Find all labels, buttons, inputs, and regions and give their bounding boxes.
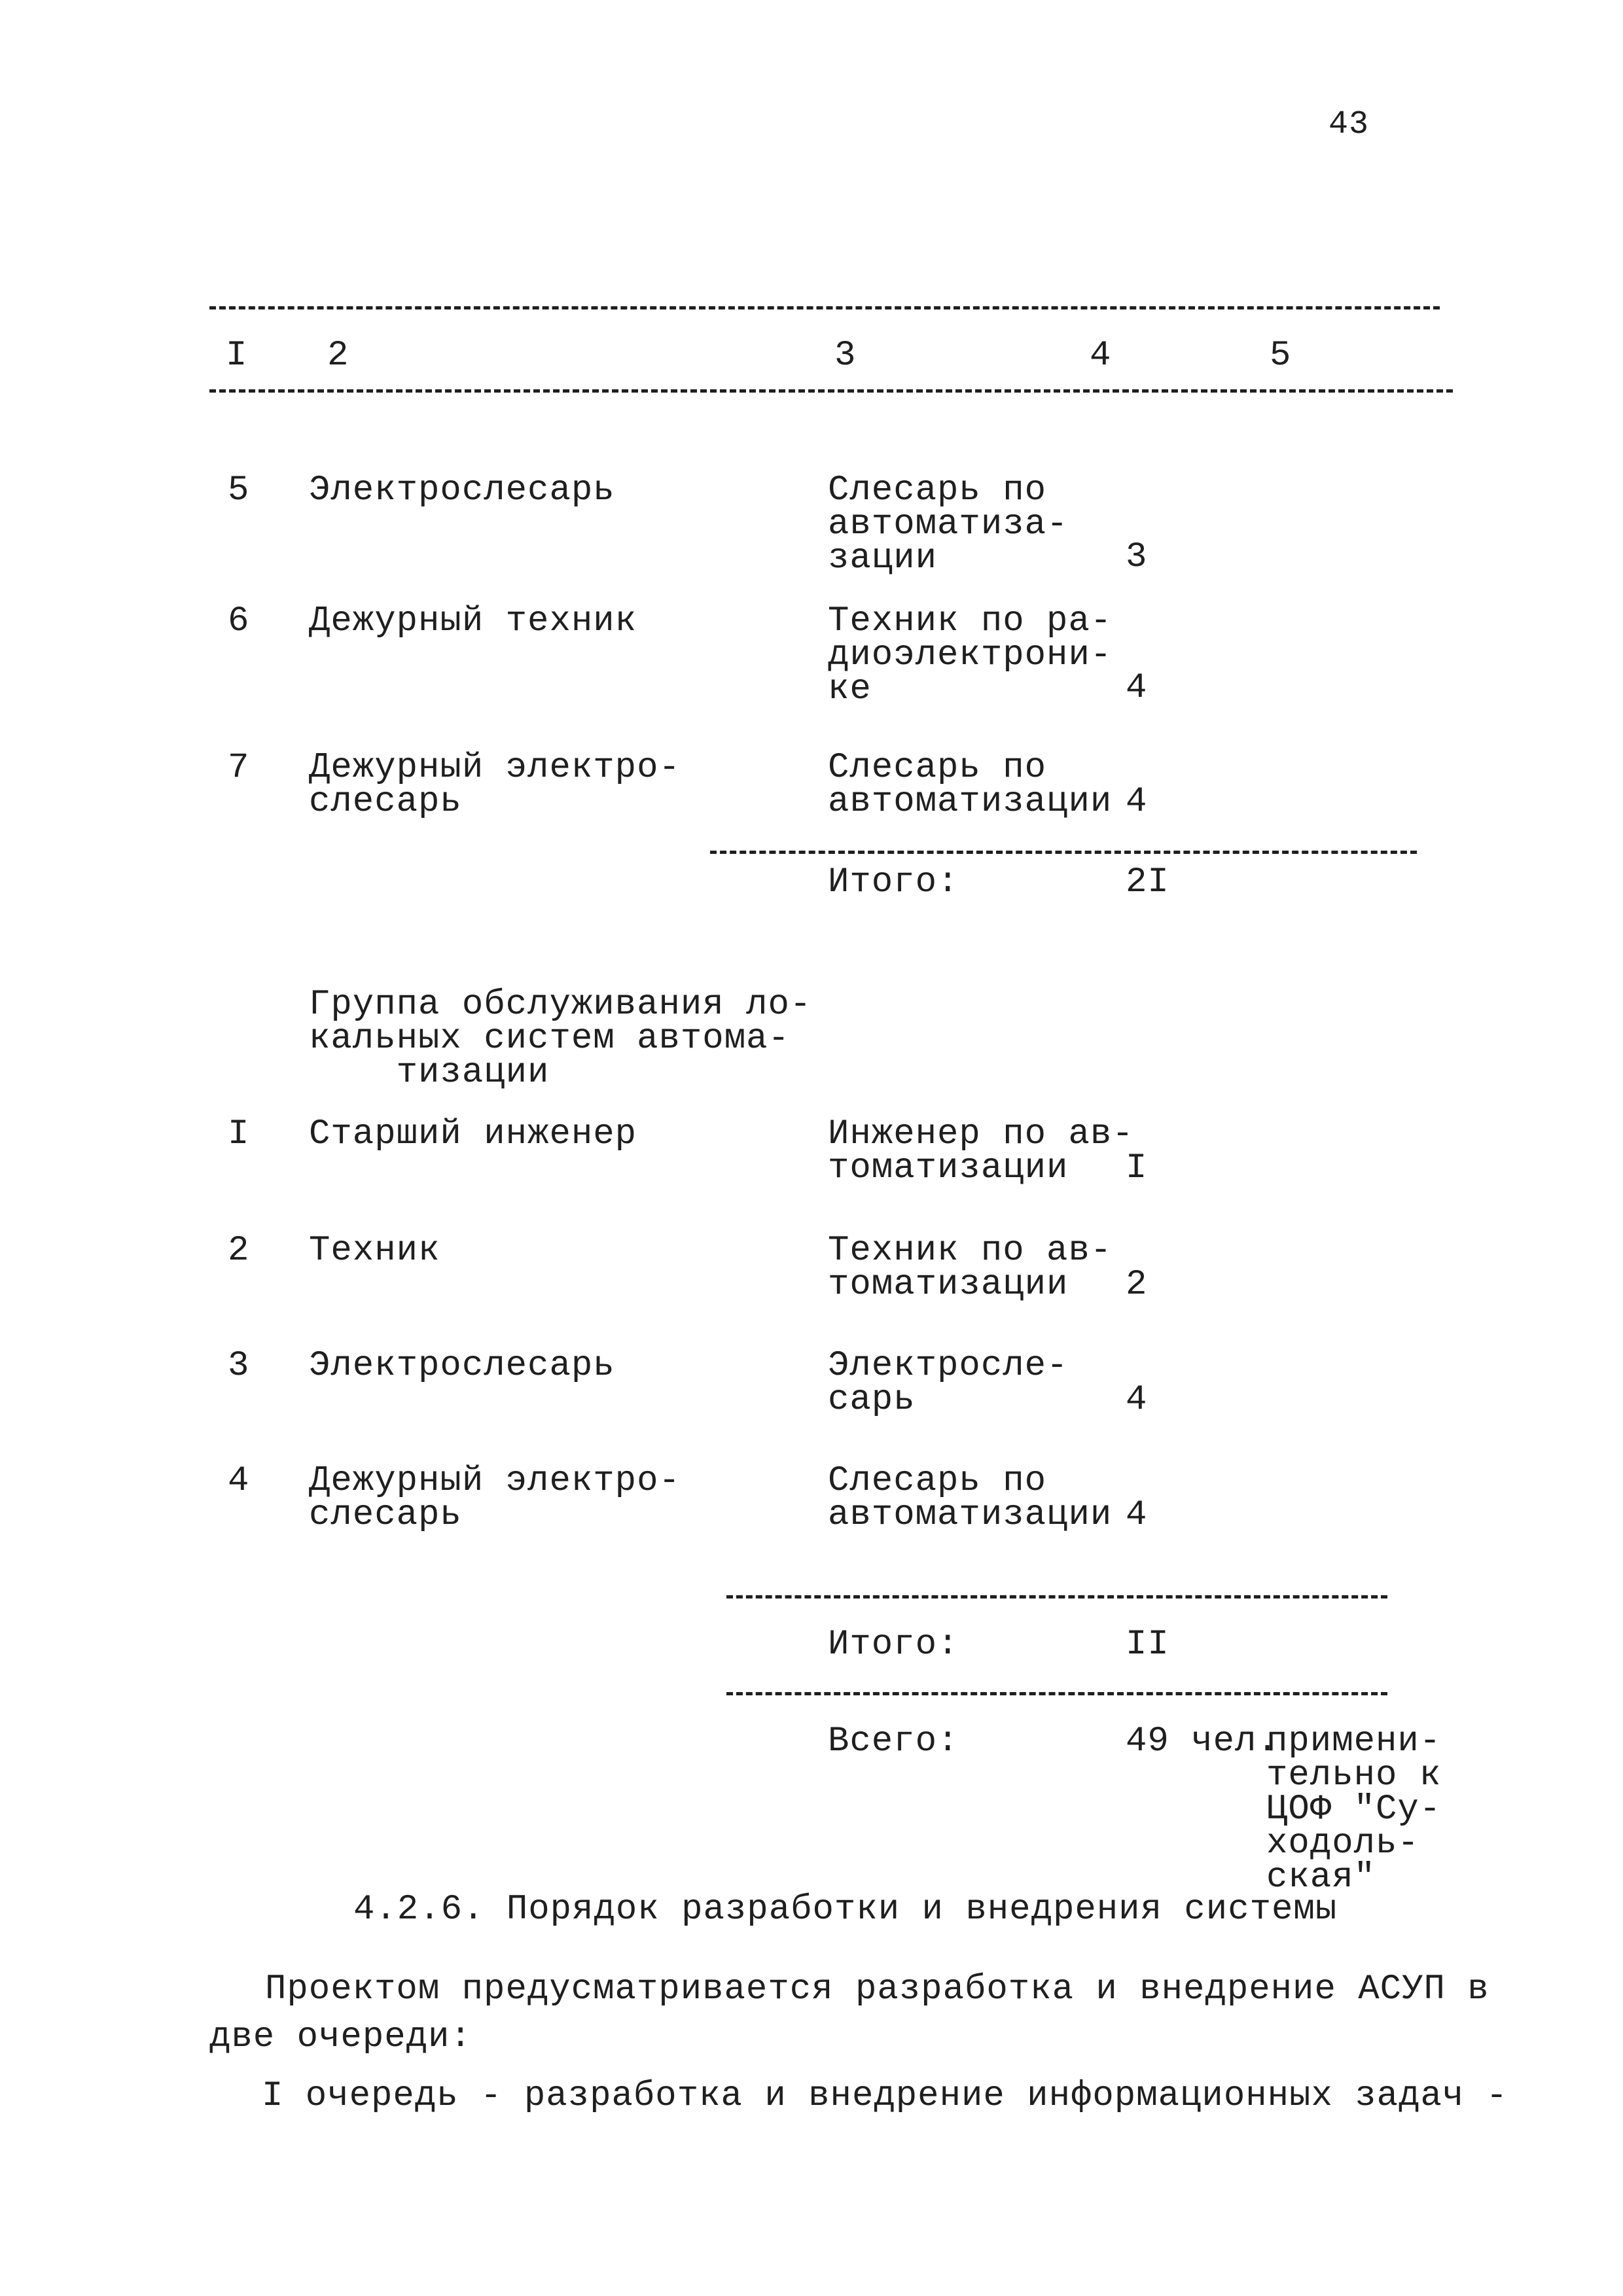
row-profession: Техник по ра- диоэлектрони- ке	[828, 601, 1113, 709]
row-profession: Слесарь по автоматизации	[828, 1461, 1113, 1535]
row-count: 4	[1126, 782, 1148, 822]
row-number: 2	[228, 1231, 250, 1271]
subtotal-rule	[710, 851, 1417, 854]
row-position: Дежурный техник	[309, 601, 637, 641]
row-count: 2	[1126, 1265, 1148, 1305]
row-count: 4	[1126, 1495, 1148, 1535]
paragraph-line: I очередь - разработка и внедрение информационных задач -	[262, 2076, 1508, 2116]
col-header-4: 4	[1090, 336, 1112, 376]
row-profession: Инженер по ав- томатизации	[828, 1114, 1134, 1188]
grand-total-note: примени- тельно к ЦОФ "Су- ходоль- ская"	[1266, 1722, 1442, 1898]
row-position: Электрослесарь	[309, 1346, 615, 1386]
col-header-5: 5	[1270, 336, 1292, 376]
row-profession: Слесарь по автоматиза- зации	[828, 470, 1069, 578]
row-profession: Электросле- сарь	[828, 1346, 1069, 1420]
subtotal-label: Итого:	[828, 862, 959, 902]
paragraph-line: две очереди:	[209, 2017, 472, 2057]
subtotal-rule	[726, 1595, 1387, 1598]
row-number: 3	[228, 1346, 250, 1386]
page-number: 43	[1329, 106, 1370, 143]
row-position: Техник	[309, 1231, 440, 1271]
subtotal-value: II	[1126, 1625, 1169, 1665]
row-count: I	[1126, 1148, 1148, 1188]
paragraph-line: Проектом предусматривается разработка и внедрение АСУП в	[265, 1969, 1489, 2009]
col-header-1: I	[226, 336, 248, 376]
row-number: 4	[228, 1461, 250, 1501]
row-position: Дежурный электро- слесарь	[309, 748, 681, 822]
row-count: 4	[1126, 1380, 1148, 1420]
col-header-3: 3	[834, 336, 857, 376]
row-profession: Техник по ав- томатизации	[828, 1231, 1113, 1305]
row-position: Старший инженер	[309, 1114, 637, 1154]
row-count: 3	[1126, 537, 1148, 577]
col-header-2: 2	[327, 336, 349, 376]
row-number: 5	[228, 470, 250, 510]
row-number: 7	[228, 748, 250, 788]
row-profession: Слесарь по автоматизации	[828, 748, 1113, 822]
row-number: 6	[228, 601, 250, 641]
group-title: Группа обслуживания ло- кальных систем автома- тизации	[309, 985, 812, 1093]
row-count: 4	[1126, 668, 1148, 708]
row-position: Электрослесарь	[309, 470, 615, 510]
row-position: Дежурный электро- слесарь	[309, 1461, 681, 1535]
table-header-rule	[209, 389, 1453, 393]
grand-total-value: 49 чел.	[1126, 1722, 1279, 1761]
grand-total-rule	[726, 1692, 1387, 1695]
section-heading: 4.2.6. Порядок разработки и внедрения системы	[353, 1890, 1338, 1930]
subtotal-label: Итого:	[828, 1625, 959, 1665]
table-top-rule	[209, 306, 1440, 309]
row-number: I	[228, 1114, 250, 1154]
grand-total-label: Всего:	[828, 1722, 959, 1761]
subtotal-value: 2I	[1126, 862, 1169, 902]
